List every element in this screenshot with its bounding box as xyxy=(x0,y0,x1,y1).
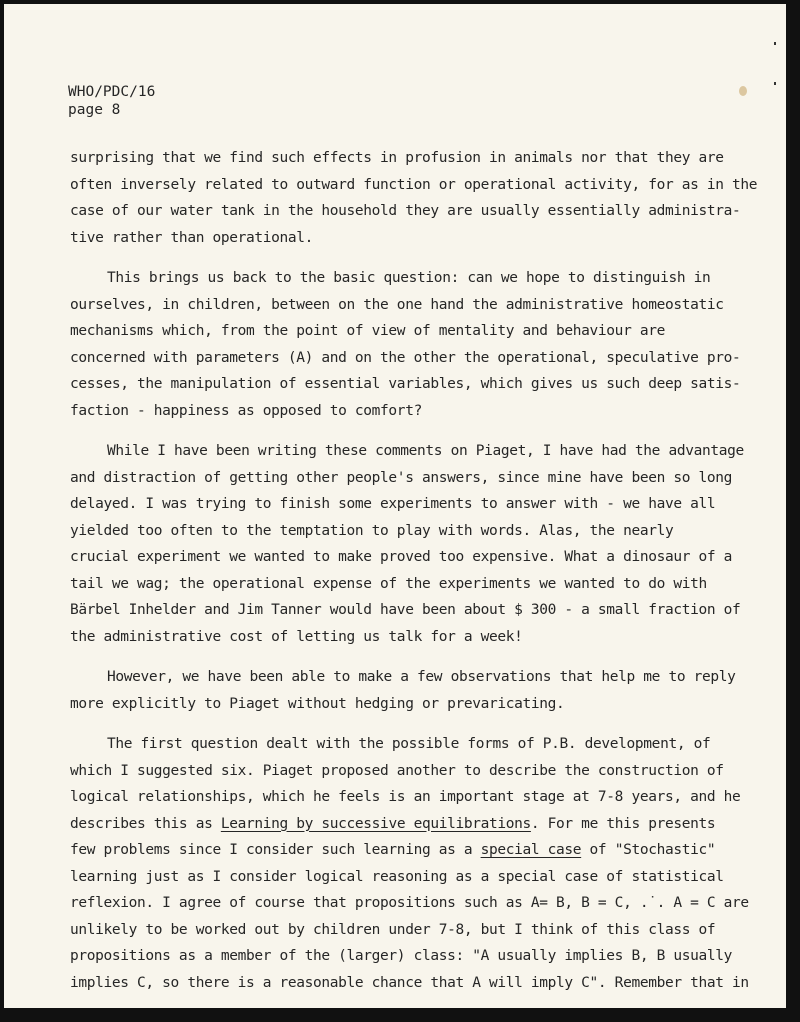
paragraph-4 xyxy=(70,664,736,717)
underlined-phrase: special case xyxy=(480,842,582,858)
text-line: more explicitly to Piaget without hedging or prevaricating. xyxy=(70,695,565,712)
text-line: Bärbel Inhelder and Jim Tanner would have been about $ 300 - a small fraction of xyxy=(70,602,741,618)
text-line: tail we wag; the operational expense of the experiments we wanted to do with xyxy=(70,575,707,592)
edge-mark xyxy=(774,82,776,85)
body-text xyxy=(70,145,758,1010)
text-line: This brings us back to the basic question: can we hope to distinguish in xyxy=(107,270,711,286)
text-line: mechanisms which, from the point of view of mentality and behaviour are xyxy=(70,323,665,339)
text-line: concerned with parameters (A) and on the other the operational, speculative pro- xyxy=(70,349,741,366)
edge-mark xyxy=(774,42,776,45)
text-line: faction - happiness as opposed to comfort? xyxy=(70,402,422,419)
paper-stain-mark xyxy=(739,86,747,96)
text-run: few problems since I consider such learning as a xyxy=(70,842,481,858)
page-number: page 8 xyxy=(68,102,121,118)
text-line: and distraction of getting other people's answers, since mine have been so long xyxy=(70,469,732,486)
text-run: of "Stochastic" xyxy=(581,842,716,858)
underlined-phrase: Learning by successive equilibrations xyxy=(220,815,531,832)
text-run: describes this as xyxy=(70,815,221,832)
text-line: tive rather than operational. xyxy=(70,229,314,246)
paragraph-5 xyxy=(70,731,749,996)
text-line: unlikely to be worked out by children under 7-8, but I think of this class of xyxy=(70,921,716,938)
paragraph-3 xyxy=(70,438,744,650)
text-line: surprising that we find such effects in profusion in animals nor that they are xyxy=(70,150,724,166)
document-reference: WHO/PDC/16 xyxy=(68,84,156,100)
text-line: reflexion. I agree of course that propositions such as A= B, B = C, .˙. A = C are xyxy=(70,895,749,911)
text-line: While I have been writing these comments on Piaget, I have had the advantage xyxy=(107,443,744,459)
text-line: crucial experiment we wanted to make proved too expensive. What a dinosaur of a xyxy=(70,549,732,565)
text-line: ourselves, in children, between on the one hand the administrative homeostatic xyxy=(70,296,724,313)
text-line: implies C, so there is a reasonable chance that A will imply C". Remember that in xyxy=(70,974,749,991)
text-line: logical relationships, which he feels is an important stage at 7-8 years, and he xyxy=(70,789,741,805)
text-line: propositions as a member of the (larger) class: "A usually implies B, B usually xyxy=(70,948,732,964)
text-line: delayed. I was trying to finish some experiments to answer with - we have all xyxy=(70,496,716,512)
text-line: case of our water tank in the household they are usually essentially administra- xyxy=(70,203,741,219)
text-line: which I suggested six. Piaget proposed another to describe the construction of xyxy=(70,762,724,779)
text-line xyxy=(70,837,716,864)
text-line: The first question dealt with the possible forms of P.B. development, of xyxy=(107,736,711,752)
paragraph-2 xyxy=(70,265,741,424)
paragraph-1 xyxy=(70,145,758,251)
text-line: the administrative cost of letting us talk for a week! xyxy=(70,628,523,645)
text-line: learning just as I consider logical reasoning as a special case of statistical xyxy=(70,868,724,885)
text-line: yielded too often to the temptation to play with words. Alas, the nearly xyxy=(70,522,674,539)
text-line: cesses, the manipulation of essential variables, which gives us such deep satis- xyxy=(70,376,741,392)
text-line: often inversely related to outward function or operational activity, for as in the xyxy=(70,176,758,193)
text-run: . For me this presents xyxy=(530,815,716,832)
text-line: However, we have been able to make a few observations that help me to reply xyxy=(107,669,736,685)
page-header xyxy=(68,83,155,119)
text-line xyxy=(70,811,716,838)
